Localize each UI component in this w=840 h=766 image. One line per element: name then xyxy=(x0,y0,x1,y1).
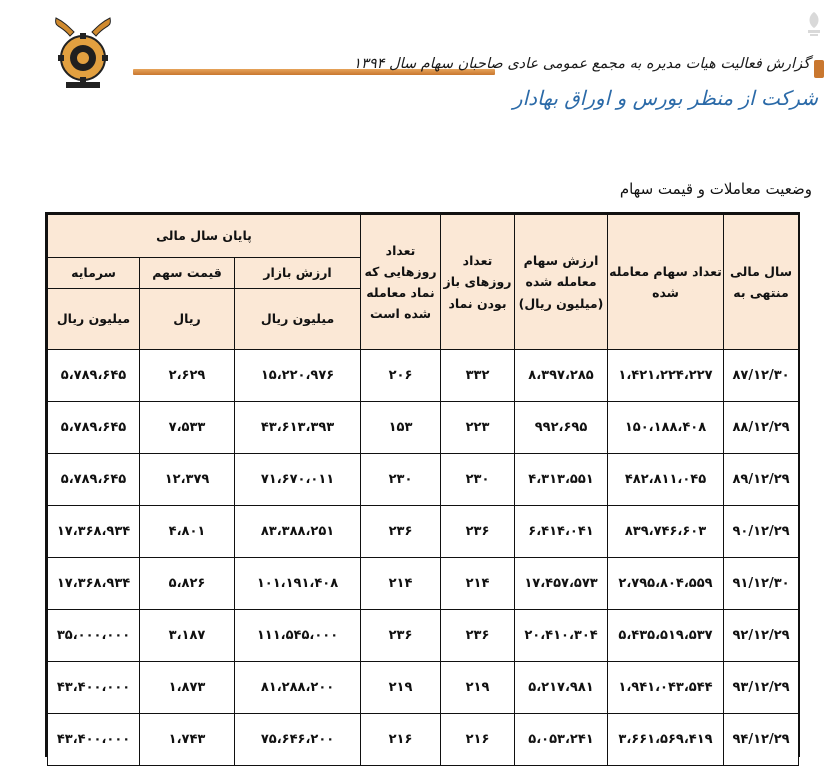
header-trading-days: تعداد روزهایی که نماد معامله شده است xyxy=(361,215,441,350)
cell-capital: ۵،۷۸۹،۶۴۵ xyxy=(48,350,140,402)
cell-shares: ۴۸۲،۸۱۱،۰۴۵ xyxy=(608,454,724,506)
trading-table xyxy=(47,214,799,766)
cell-price: ۱،۷۴۳ xyxy=(140,714,235,766)
cell-shares: ۸۳۹،۷۴۶،۶۰۳ xyxy=(608,506,724,558)
trading-table-container xyxy=(45,212,800,757)
cell-open-days: ۲۱۹ xyxy=(441,662,515,714)
header-capital-unit: میلیون ریال xyxy=(48,289,140,350)
cell-year: ۸۷/۱۲/۳۰ xyxy=(724,350,799,402)
table-row xyxy=(48,558,799,610)
cell-trading-days: ۲۱۴ xyxy=(361,558,441,610)
cell-open-days: ۲۳۰ xyxy=(441,454,515,506)
table-row xyxy=(48,610,799,662)
cell-market-value: ۱۵،۲۲۰،۹۷۶ xyxy=(235,350,361,402)
header-shares-traded: تعداد سهام معامله شده xyxy=(608,215,724,350)
cell-value: ۶،۴۱۴،۰۴۱ xyxy=(515,506,608,558)
cell-price: ۱۲،۳۷۹ xyxy=(140,454,235,506)
cell-shares: ۵،۴۳۵،۵۱۹،۵۳۷ xyxy=(608,610,724,662)
cell-value: ۴،۳۱۳،۵۵۱ xyxy=(515,454,608,506)
header-fiscal-year: سال مالی منتهی به xyxy=(724,215,799,350)
cell-market-value: ۴۳،۶۱۳،۳۹۳ xyxy=(235,402,361,454)
cell-shares: ۱،۴۲۱،۲۲۴،۲۲۷ xyxy=(608,350,724,402)
cell-open-days: ۲۳۶ xyxy=(441,610,515,662)
cell-price: ۱،۸۷۳ xyxy=(140,662,235,714)
cell-trading-days: ۲۳۶ xyxy=(361,610,441,662)
cell-price: ۵،۸۲۶ xyxy=(140,558,235,610)
cell-market-value: ۸۳،۳۸۸،۲۵۱ xyxy=(235,506,361,558)
header-market-value: ارزش بازار xyxy=(235,258,361,289)
header-share-price: قیمت سهم xyxy=(140,258,235,289)
cell-year: ۹۴/۱۲/۲۹ xyxy=(724,714,799,766)
cell-value: ۹۹۲،۶۹۵ xyxy=(515,402,608,454)
cell-price: ۴،۸۰۱ xyxy=(140,506,235,558)
cell-price: ۳،۱۸۷ xyxy=(140,610,235,662)
cell-capital: ۳۵،۰۰۰،۰۰۰ xyxy=(48,610,140,662)
cell-value: ۲۰،۴۱۰،۳۰۴ xyxy=(515,610,608,662)
cell-open-days: ۳۳۲ xyxy=(441,350,515,402)
cell-value: ۵،۰۵۳،۲۴۱ xyxy=(515,714,608,766)
cell-market-value: ۱۰۱،۱۹۱،۴۰۸ xyxy=(235,558,361,610)
cell-year: ۹۲/۱۲/۲۹ xyxy=(724,610,799,662)
company-logo xyxy=(50,14,116,90)
cell-shares: ۳،۶۶۱،۵۶۹،۴۱۹ xyxy=(608,714,724,766)
cell-year: ۸۹/۱۲/۲۹ xyxy=(724,454,799,506)
cell-shares: ۲،۷۹۵،۸۰۴،۵۵۹ xyxy=(608,558,724,610)
header-market-value-unit: میلیون ریال xyxy=(235,289,361,350)
cell-open-days: ۲۱۴ xyxy=(441,558,515,610)
cell-trading-days: ۲۱۹ xyxy=(361,662,441,714)
header-share-price-unit: ریال xyxy=(140,289,235,350)
table-row xyxy=(48,714,799,766)
cell-capital: ۴۳،۴۰۰،۰۰۰ xyxy=(48,714,140,766)
cell-capital: ۵،۷۸۹،۶۴۵ xyxy=(48,454,140,506)
header-accent-bar xyxy=(814,60,824,78)
cell-market-value: ۷۵،۶۴۶،۲۰۰ xyxy=(235,714,361,766)
cell-shares: ۱۵۰،۱۸۸،۴۰۸ xyxy=(608,402,724,454)
cell-trading-days: ۲۱۶ xyxy=(361,714,441,766)
section-title: وضعیت معاملات و قیمت سهام xyxy=(619,180,812,198)
cell-year: ۹۳/۱۲/۲۹ xyxy=(724,662,799,714)
cell-trading-days: ۱۵۳ xyxy=(361,402,441,454)
table-row xyxy=(48,662,799,714)
table-row xyxy=(48,402,799,454)
cell-shares: ۱،۹۴۱،۰۴۳،۵۴۴ xyxy=(608,662,724,714)
cell-market-value: ۷۱،۶۷۰،۰۱۱ xyxy=(235,454,361,506)
company-name-heading: شرکت از منظر بورس و اوراق بهادار xyxy=(512,86,818,110)
header-value-traded: ارزش سهام معامله شده (میلیون ریال) xyxy=(515,215,608,350)
cell-capital: ۱۷،۳۶۸،۹۳۴ xyxy=(48,558,140,610)
cell-year: ۸۸/۱۲/۲۹ xyxy=(724,402,799,454)
cell-capital: ۴۳،۴۰۰،۰۰۰ xyxy=(48,662,140,714)
cell-trading-days: ۲۰۶ xyxy=(361,350,441,402)
table-row xyxy=(48,350,799,402)
header-capital: سرمایه xyxy=(48,258,140,289)
header-end-of-year: پایان سال مالی xyxy=(48,215,361,258)
table-row xyxy=(48,454,799,506)
watermark-icon xyxy=(804,10,824,38)
cell-open-days: ۲۳۶ xyxy=(441,506,515,558)
cell-price: ۲،۶۲۹ xyxy=(140,350,235,402)
header-open-days: تعداد روزهای باز بودن نماد xyxy=(441,215,515,350)
cell-price: ۷،۵۳۳ xyxy=(140,402,235,454)
cell-year: ۹۱/۱۲/۳۰ xyxy=(724,558,799,610)
cell-capital: ۱۷،۳۶۸،۹۳۴ xyxy=(48,506,140,558)
cell-capital: ۵،۷۸۹،۶۴۵ xyxy=(48,402,140,454)
cell-market-value: ۸۱،۲۸۸،۲۰۰ xyxy=(235,662,361,714)
cell-open-days: ۲۱۶ xyxy=(441,714,515,766)
cell-value: ۸،۳۹۷،۲۸۵ xyxy=(515,350,608,402)
table-row xyxy=(48,506,799,558)
cell-year: ۹۰/۱۲/۲۹ xyxy=(724,506,799,558)
cell-open-days: ۲۲۳ xyxy=(441,402,515,454)
report-title: گزارش فعالیت هیات مدیره به مجمع عمومی عادی صاحبان سهام سال ۱۳۹۴ xyxy=(353,56,810,72)
cell-trading-days: ۲۳۰ xyxy=(361,454,441,506)
cell-market-value: ۱۱۱،۵۴۵،۰۰۰ xyxy=(235,610,361,662)
cell-value: ۵،۲۱۷،۹۸۱ xyxy=(515,662,608,714)
cell-trading-days: ۲۳۶ xyxy=(361,506,441,558)
cell-value: ۱۷،۴۵۷،۵۷۳ xyxy=(515,558,608,610)
